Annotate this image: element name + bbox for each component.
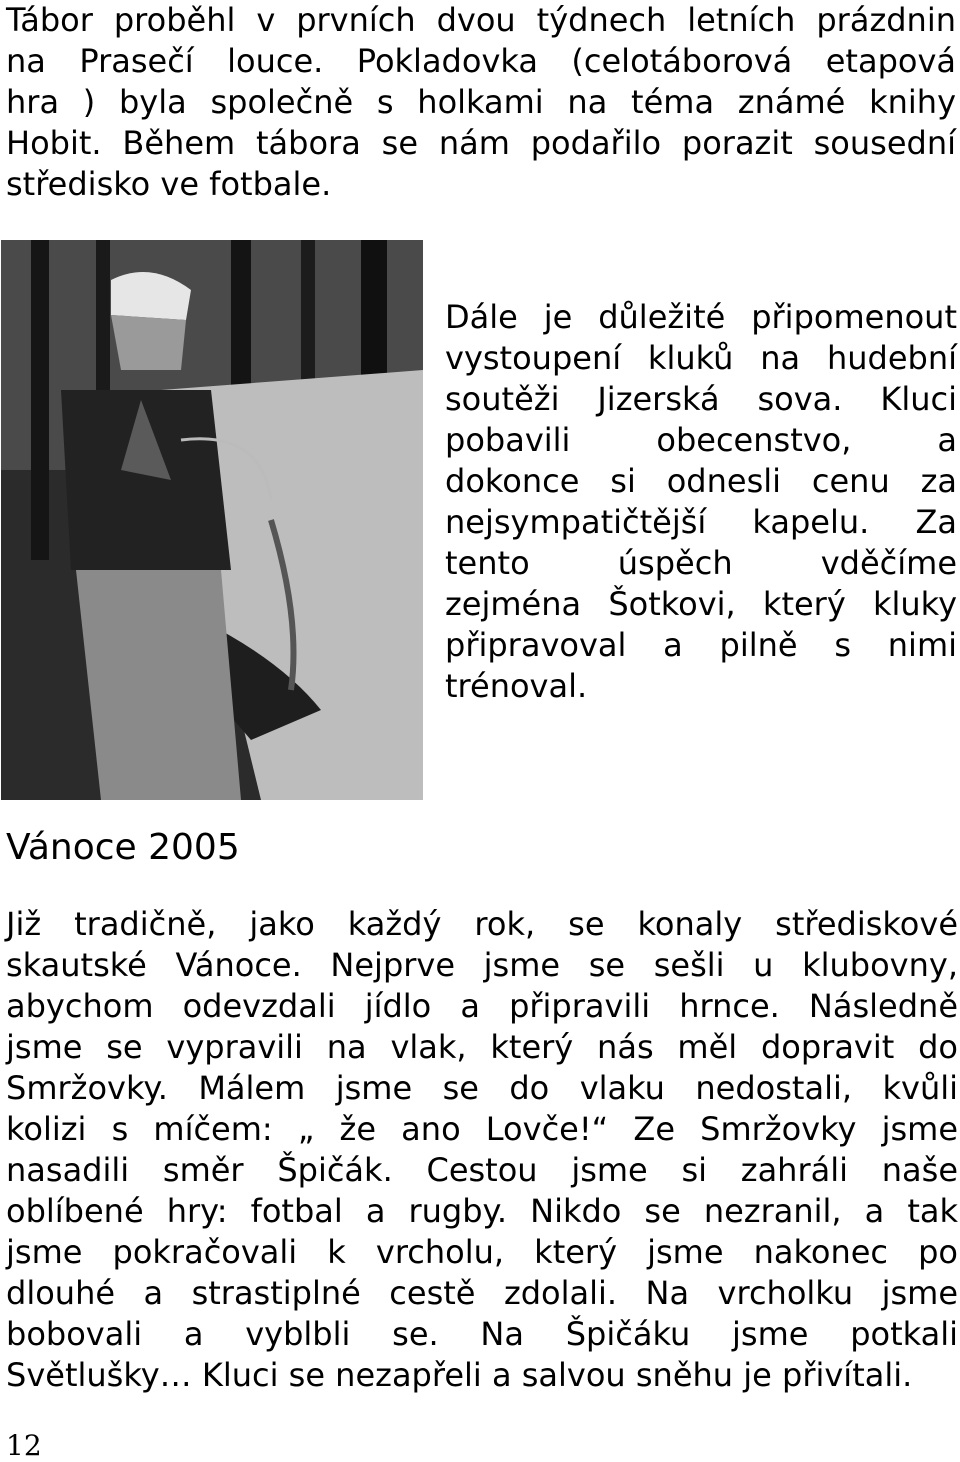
intro-paragraph: [6, 0, 956, 205]
text-line: Světlušky… Kluci se nezapřeli a salvou sněhu je přivítali.: [6, 1356, 913, 1394]
text-line: Hobit. Během tábora se nám podařilo porazit sousední: [6, 124, 956, 162]
text-line: na Prasečí loucе. Pokladovka (celotáborová etapová: [6, 42, 956, 80]
text-line: kolizi s míčem: „ že ano Lovče!“ Ze Smržovky jsme: [6, 1110, 958, 1148]
section-heading: Vánoce 2005: [6, 827, 240, 868]
text-line: dlouhé a strastiplné cestě zdolali. Na vrcholku jsme: [6, 1274, 958, 1312]
text-line: abychom odevzdali jídlo a připravili hrnce. Následně: [6, 987, 958, 1025]
text-line: pobavili obecenstvo, a: [445, 421, 957, 459]
text-line: bobovali a vyblbli se. Na Špičáku jsme potkali: [6, 1315, 958, 1353]
camp-photo: [1, 240, 423, 800]
text-line: Dále je důležité připomenout: [445, 298, 957, 336]
text-line: nasadili směr Špičák. Cestou jsme si zahráli naše: [6, 1151, 958, 1189]
text-line: zejména Šotkovi, který kluky: [445, 585, 957, 623]
text-line: Tábor proběhl v prvních dvou týdnech letních prázdnin: [6, 1, 956, 39]
text-line: skautské Vánoce. Nejprve jsme se sešli u klubovny,: [6, 946, 958, 984]
christmas-paragraph: [6, 904, 958, 1396]
text-line: jsme pokračovali k vrcholu, který jsme nakonec po: [6, 1233, 958, 1271]
text-line: oblíbené hry: fotbal a rugby. Nikdo se nezranil, a tak: [6, 1192, 958, 1230]
text-line: tento úspěch vděčíme: [445, 544, 957, 582]
text-line: Smržovky. Málem jsme se do vlaku nedostali, kvůli: [6, 1069, 958, 1107]
text-line: hra ) byla společně s holkami na téma známé knihy: [6, 83, 956, 121]
text-line: Již tradičně, jako každý rok, se konaly střediskové: [6, 905, 958, 943]
text-line: dokonce si odnesli cenu za: [445, 462, 957, 500]
text-line: středisko ve fotbale.: [6, 165, 332, 203]
text-line: nejsympatičtější kapelu. Za: [445, 503, 957, 541]
side-paragraph: [445, 297, 957, 707]
text-line: připravoval a pilně s nimi: [445, 626, 957, 664]
text-line: vystoupení kluků na hudební: [445, 339, 957, 377]
text-line: soutěži Jizerská sova. Kluci: [445, 380, 957, 418]
text-line: jsme se vypravili na vlak, který nás měl dopravit do: [6, 1028, 958, 1066]
text-line: trénoval.: [445, 667, 588, 705]
page-number: 12: [6, 1429, 42, 1462]
